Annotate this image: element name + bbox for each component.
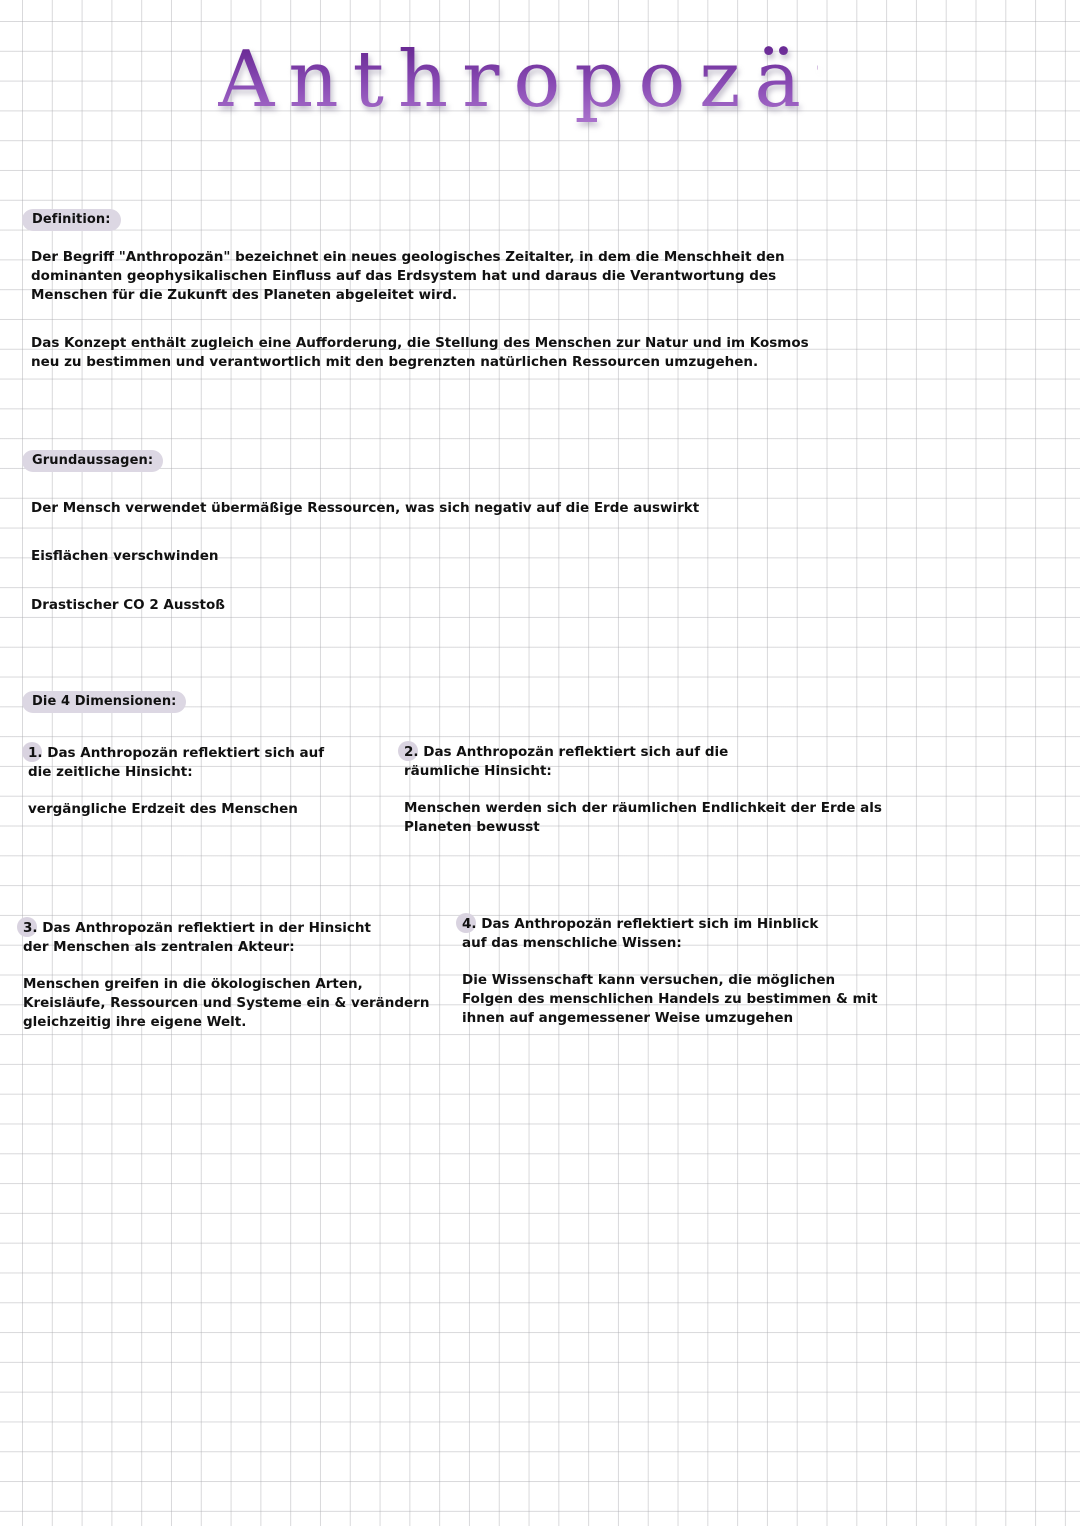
dimension-title: räumliche Hinsicht: — [404, 763, 552, 779]
text-line: Der Begriff "Anthropozän" bezeichnet ein neues geologisches Zeitalter, in dem die Menschheit den — [31, 249, 785, 265]
dimension-title: Das Anthropozän reflektiert sich auf — [47, 745, 325, 761]
page-title: Anthropozän — [218, 30, 818, 130]
dimension-number: 1. — [28, 745, 43, 761]
dimension-body: Die Wissenschaft kann versuchen, die möglichen — [462, 972, 836, 988]
grundaussage-item: Drastischer CO 2 Ausstoß — [31, 597, 225, 613]
dimension-body: Kreisläufe, Ressourcen und Systeme ein & verändern — [23, 995, 430, 1011]
dimension-body: vergängliche Erdzeit des Menschen — [28, 801, 298, 817]
dimension-body: Menschen werden sich der räumlichen Endlichkeit der Erde als — [404, 800, 882, 816]
dimension-3 — [23, 919, 429, 1032]
dimension-number: 3. — [23, 920, 38, 936]
text-line: dominanten geophysikalischen Einfluss auf das Erdsystem hat und daraus die Verantwortung des — [31, 268, 777, 284]
dimension-body: Menschen greifen in die ökologischen Arten, — [23, 976, 363, 992]
text-line: Menschen für die Zukunft des Planeten abgeleitet wird. — [31, 287, 458, 303]
grundaussage-item: Der Mensch verwendet übermäßige Ressourcen, was sich negativ auf die Erde auswirkt — [31, 500, 700, 516]
dimension-number: 4. — [462, 916, 477, 932]
dimension-title: auf das menschliche Wissen: — [462, 935, 682, 951]
dimension-title: Das Anthropozän reflektiert sich im Hinblick — [481, 916, 819, 932]
dimension-1 — [28, 744, 324, 819]
dimension-4 — [462, 915, 878, 1028]
dimension-body: gleichzeitig ihre eigene Welt. — [23, 1014, 247, 1030]
dimension-number: 2. — [404, 744, 419, 760]
dimension-body: Planeten bewusst — [404, 819, 540, 835]
grundaussagen-heading: Grundaussagen: — [22, 450, 163, 472]
dimension-title: Das Anthropozän reflektiert sich auf die — [423, 744, 729, 760]
dimension-title: die zeitliche Hinsicht: — [28, 764, 193, 780]
dimension-title: Das Anthropozän reflektiert in der Hinsicht — [42, 920, 371, 936]
grundaussage-item: Eisflächen verschwinden — [31, 548, 219, 564]
definition-paragraph-2 — [31, 334, 809, 372]
dimensionen-heading: Die 4 Dimensionen: — [22, 691, 186, 713]
dimension-body: Folgen des menschlichen Handels zu bestimmen & mit — [462, 991, 878, 1007]
text-line: neu zu bestimmen und verantwortlich mit den begrenzten natürlichen Ressourcen umzugehen. — [31, 354, 759, 370]
dimension-2 — [404, 743, 882, 837]
dimension-body: ihnen auf angemessener Weise umzugehen — [462, 1010, 794, 1026]
definition-paragraph-1 — [31, 248, 785, 305]
dimension-title: der Menschen als zentralen Akteur: — [23, 939, 295, 955]
text-line: Das Konzept enthält zugleich eine Aufforderung, die Stellung des Menschen zur Natur und im Kosmos — [31, 335, 809, 351]
definition-heading: Definition: — [22, 209, 121, 231]
